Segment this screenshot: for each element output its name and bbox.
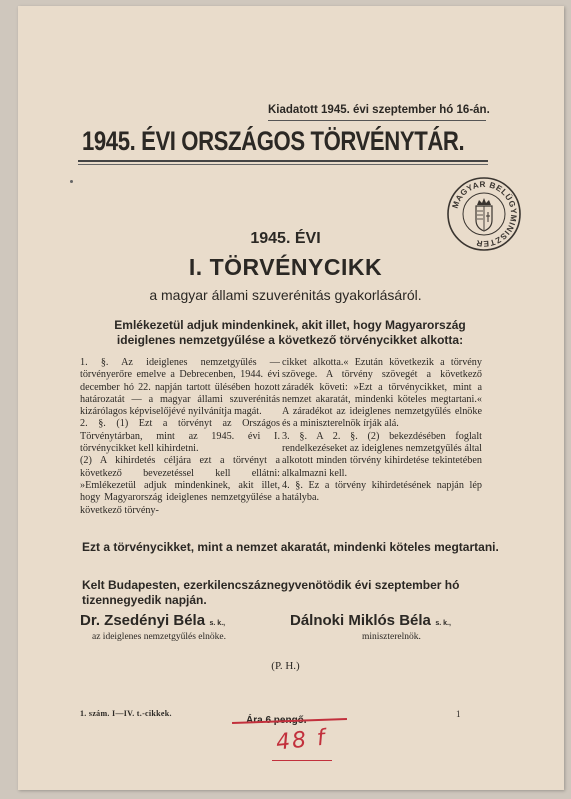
page-number: 1: [456, 709, 461, 719]
section-2-2: (2) A kihirdetés céljára ezt a törvényt a következő bevezetéssel kell ellátni: »Emlékezetül adjuk mindenkinek, akit illet, hogy Magyarország ideiglenes nemzetgyűlése a következő törvény-: [80, 455, 280, 516]
section-1: 1. §. Az ideiglenes nemzetgyűlés — törvényerőre emelve a Debrecenben, 1944. évi december hó 22. napján tartott ülésében hozott határozatát — a magyar állami szuverénitás kizárólagos képviselőjévé nyilvánítja magát.: [80, 357, 280, 418]
issue-date: Kiadatott 1945. évi szeptember hó 16-án.: [268, 104, 490, 116]
preamble: [70, 318, 510, 348]
masthead-rule: [78, 160, 488, 162]
section-4: 4. §. Ez a törvény kihirdetésének napján lép hatályba.: [282, 479, 482, 504]
body-column-left: [80, 357, 280, 517]
stamp-text: MAGYAR BELÜGYMINISZTER: [450, 179, 519, 249]
law-year: 1945. ÉVI: [250, 230, 321, 247]
signature-name: Dr. Zsedényi Béla: [80, 612, 206, 629]
signature-speaker: [80, 612, 225, 630]
paper-speck: [70, 180, 73, 183]
seal-placeholder: (P. H.): [271, 660, 300, 672]
handwritten-price: 48 f: [274, 725, 328, 756]
preamble-line: Emlékezetül adjuk mindenkinek, akit illet, hogy Magyarország: [114, 318, 466, 332]
handwritten-underline: [272, 760, 332, 761]
issue-date-rule: [268, 120, 486, 121]
law-title: I. TÖRVÉNYCIKK: [188, 254, 383, 280]
masthead-rule-thin: [78, 164, 488, 165]
signature-sk: s. k.,: [209, 620, 226, 627]
body-column-right: [282, 357, 482, 505]
section-2-1: 2. §. (1) Ezt a törvényt az Országos Törvénytárban, mint az 1945. évi I. törvénycikket kell kihirdetni.: [80, 418, 280, 455]
law-subtitle: a magyar állami szuverénitás gyakorlásáról.: [149, 287, 422, 303]
closing-clause: Ezt a törvénycikket, mint a nemzet akaratát, mindenki köteles megtartani.: [82, 540, 499, 554]
signature-name: Dálnoki Miklós Béla: [290, 612, 431, 629]
signature-role: az ideiglenes nemzetgyűlés elnöke.: [92, 632, 227, 642]
section-2-2-cont: cikket alkotta.« Ezután következik a törvény szövege. A törvény szövegét a következő záradék követi: »Ezt a törvénycikket, mint a nemzet akaratát, mindenki köteles megtartani.« A záradékot az ideiglenes nemzetgyűlés elnöke és a miniszterelnök írják alá.: [282, 357, 482, 430]
coat-of-arms-icon: [476, 198, 492, 231]
masthead-title: 1945. ÉVI ORSZÁGOS TÖRVÉNYTÁR.: [82, 126, 465, 156]
issue-reference: 1. szám. I—IV. t.-cikkek.: [80, 709, 172, 718]
section-3: 3. §. A 2. §. (2) bekezdésében foglalt rendelkezéseket az ideiglenes nemzetgyűlés által alkotott minden törvény kihirdetése tekintetében alkalmazni kell.: [282, 430, 482, 479]
preamble-line: ideiglenes nemzetgyűlése a következő törvénycikket alkotta:: [116, 333, 464, 347]
signature-prime-minister: [290, 612, 451, 630]
signature-role: miniszterelnök.: [362, 632, 421, 642]
dated-line: Kelt Budapesten, ezerkilencszáznegyvenötödik évi szeptember hó tizennegyedik napján.: [82, 578, 460, 607]
signature-sk: s. k.,: [435, 620, 451, 627]
